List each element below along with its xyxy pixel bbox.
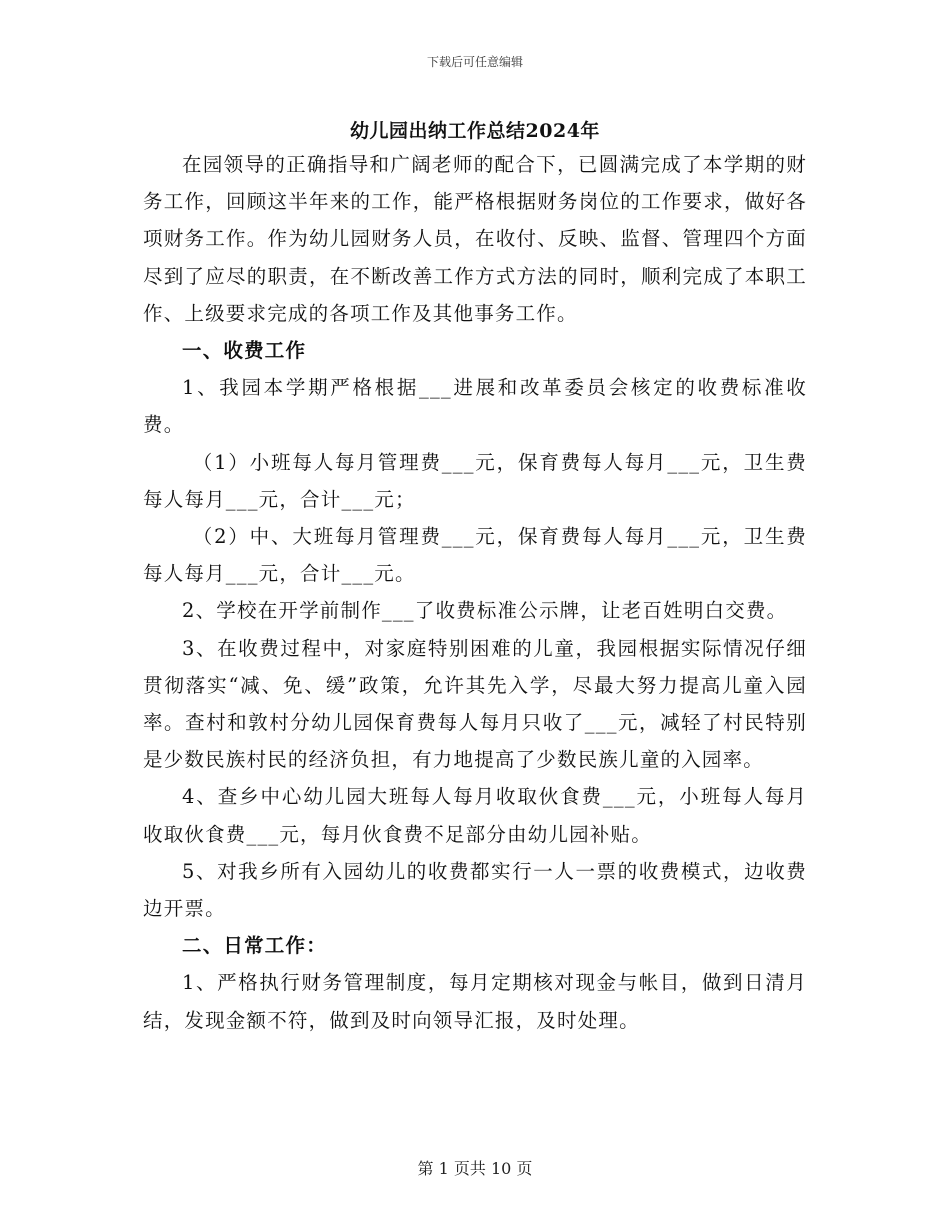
fees-item-1: 1、我园本学期严格根据___进展和改革委员会核定的收费标准收费。: [143, 376, 807, 437]
document-body: [143, 146, 807, 1039]
fees-item-4: 4、查乡中心幼儿园大班每人每月收取伙食费___元，小班每人每月收取伙食费___元，每月伙食费不足部分由幼儿园补贴。: [143, 785, 807, 846]
daily-work-item-1: 1、严格执行财务管理制度，每月定期核对现金与帐目，做到日清月结，发现金额不符，做到及时向领导汇报，及时处理。: [143, 971, 807, 1032]
fees-item-1-sub-1: （1）小班每人每月管理费___元，保育费每人每月___元，卫生费每人每月___元，合计___元；: [143, 450, 807, 511]
page-header-note: 下载后可任意编辑: [426, 55, 523, 69]
section-heading-fees: 一、收费工作: [182, 339, 307, 363]
intro-paragraph: 在园领导的正确指导和广阔老师的配合下，已圆满完成了本学期的财务工作，回顾这半年来的工作，能严格根据财务岗位的工作要求，做好各项财务工作。作为幼儿园财务人员，在收付、反映、监督、管理四个方面尽到了应尽的职责，在不断改善工作方式方法的同时，顺利完成了本职工作、上级要求完成的各项工作及其他事务工作。: [143, 153, 807, 325]
fees-item-5: 5、对我乡所有入园幼儿的收费都实行一人一票的收费模式，边收费边开票。: [143, 859, 807, 921]
section-heading-daily-work: 二、日常工作：: [182, 934, 327, 958]
fees-item-3: 3、在收费过程中，对家庭特别困难的儿童，我园根据实际情况仔细贯彻落实“减、免、缓”政策，允许其先入学，尽最大努力提高儿童入园率。查村和敦村分幼儿园保育费每人每月只收了___元，减轻了村民特别是少数民族村民的经济负担，有力地提高了少数民族儿童的入园率。: [143, 636, 807, 772]
document-title: 幼儿园出纳工作总结2024年: [350, 120, 600, 142]
fees-item-2: 2、学校在开学前制作___了收费标准公示牌，让老百姓明白交费。: [182, 599, 788, 623]
page-footer: 第 1 页共 10 页: [417, 1159, 533, 1178]
fees-item-1-sub-2: （2）中、大班每月管理费___元，保育费每人每月___元，卫生费每人每月___元，合计___元。: [143, 525, 807, 586]
